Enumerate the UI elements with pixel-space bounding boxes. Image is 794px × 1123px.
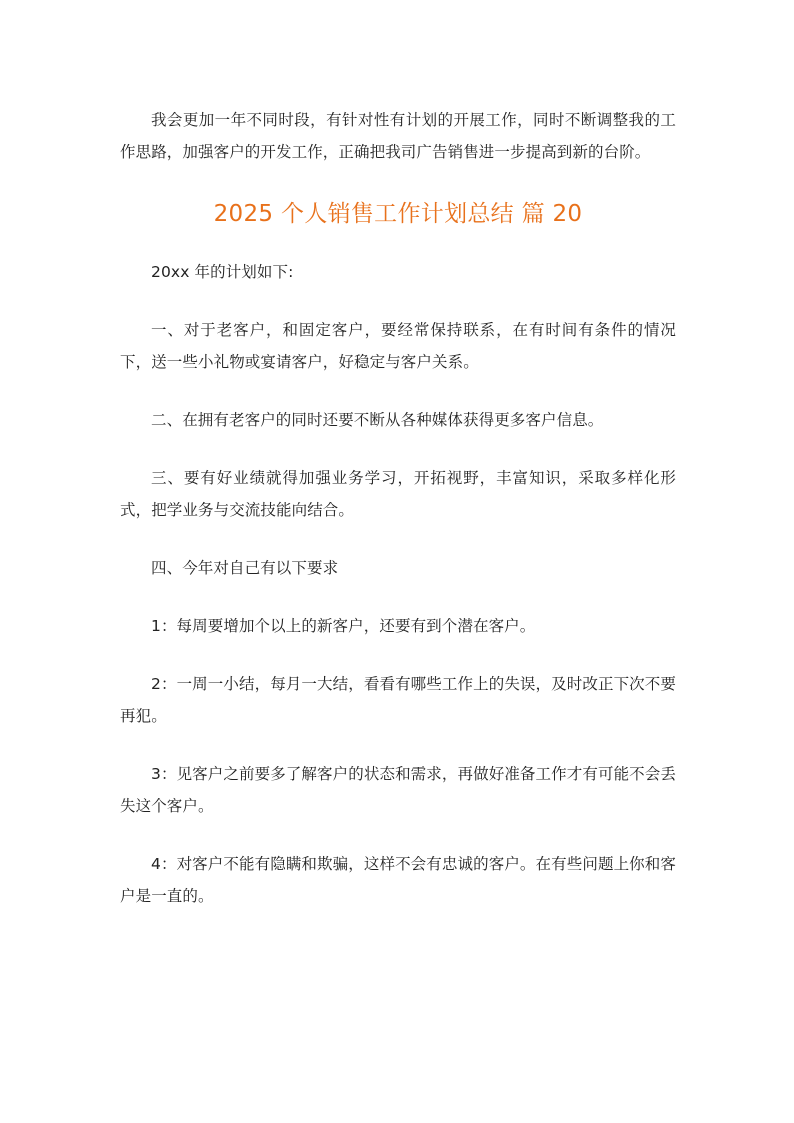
requirement-4: 4：对客户不能有隐瞒和欺骗，这样不会有忠诚的客户。在有些问题上你和客户是一直的。 [120,855,676,905]
section-title: 2025 个人销售工作计划总结 篇 20 [213,201,583,227]
document-content [120,104,676,912]
plan-item-1: 一、对于老客户，和固定客户，要经常保持联系，在有时间有条件的情况下，送一些小礼物或宴请客户，好稳定与客户关系。 [120,321,676,371]
plan-item-2: 二、在拥有老客户的同时还要不断从各种媒体获得更多客户信息。 [151,411,604,429]
intro-paragraph: 我会更加一年不同时段，有针对性有计划的开展工作，同时不断调整我的工作思路，加强客户的开发工作，正确把我司广告销售进一步提高到新的台阶。 [120,111,676,161]
plan-item-3: 三、要有好业绩就得加强业务学习，开拓视野，丰富知识，采取多样化形式，把学业务与交流技能向结合。 [120,469,676,519]
plan-intro: 20xx 年的计划如下: [151,263,294,281]
plan-item-4: 四、今年对自己有以下要求 [151,559,339,577]
requirement-2: 2：一周一小结，每月一大结，看看有哪些工作上的失误，及时改正下次不要再犯。 [120,675,676,725]
requirement-3: 3：见客户之前要多了解客户的状态和需求，再做好准备工作才有可能不会丢失这个客户。 [120,765,676,815]
requirement-1: 1：每周要增加个以上的新客户，还要有到个潜在客户。 [151,617,536,635]
